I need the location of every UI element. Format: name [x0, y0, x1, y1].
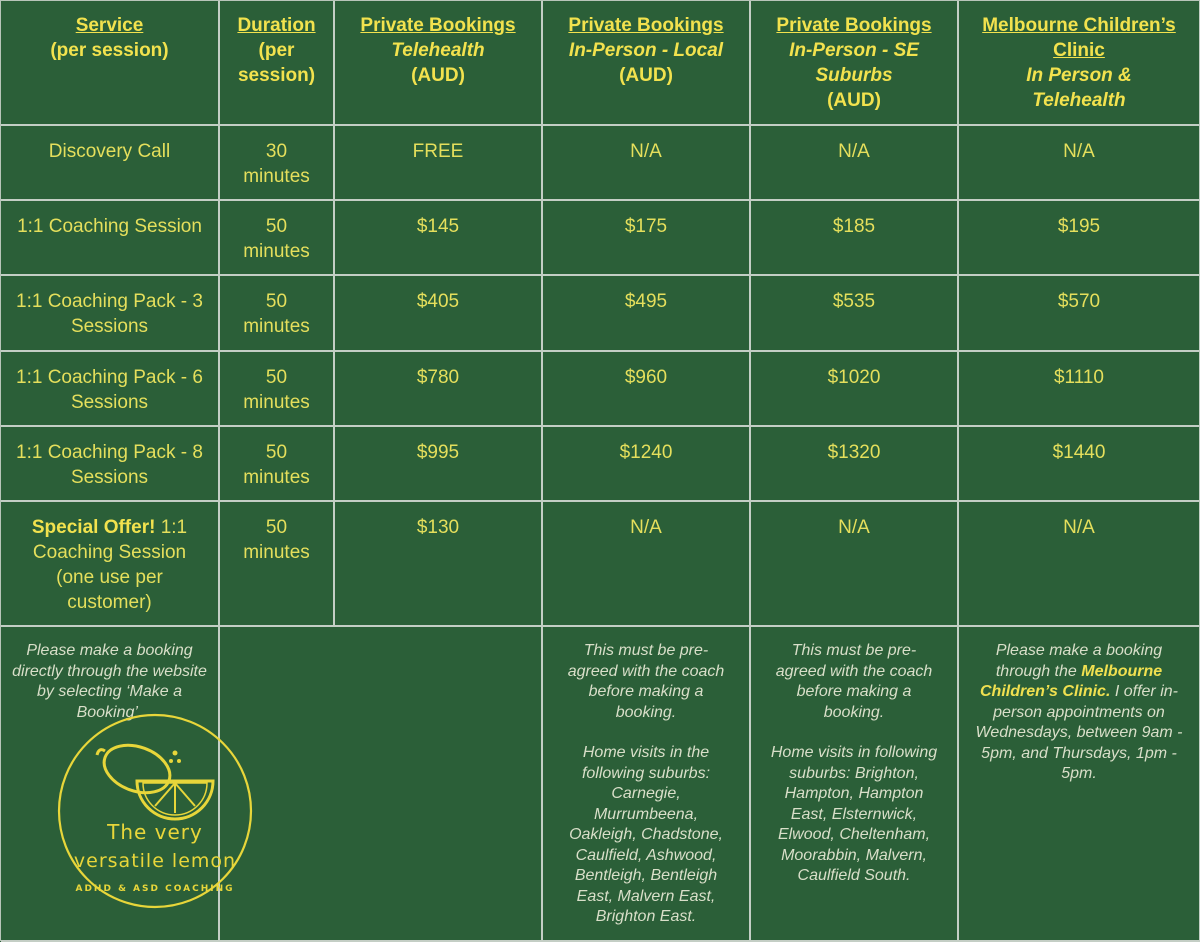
logo-line-2: versatile lemon	[73, 850, 237, 872]
header-inperson-local	[543, 1, 751, 126]
price-cell: $960	[543, 352, 751, 427]
clinic-link-text: Melbourne Children’s Clinic.	[980, 662, 1163, 700]
header-sub: (per	[258, 40, 295, 61]
header-title: Duration	[237, 15, 316, 36]
logo-line-1: The very	[107, 820, 203, 844]
price-cell: $995	[335, 427, 543, 502]
header-inperson-se	[751, 1, 959, 126]
header-sub: In-Person - SE	[789, 40, 919, 61]
notes-local	[543, 627, 751, 942]
header-telehealth	[335, 1, 543, 126]
price-cell: $1240	[543, 427, 751, 502]
price-cell: $535	[751, 276, 959, 352]
clinic-note-a: Please make a booking through the	[995, 642, 1163, 680]
se-suburbs-note: Home visits in following suburbs: Brighton, Hampton, Hampton East, Elsternwick, Elwood, Cheltenham, Moorabbin, Malvern, Caulfield South.	[770, 744, 938, 884]
header-sub: Telehealth	[391, 40, 485, 61]
duration-cell: 50 minutes	[220, 201, 335, 276]
local-pre-note: This must be pre-agreed with the coach before making a booking.	[567, 642, 725, 721]
price-cell: $495	[543, 276, 751, 352]
special-offer-label: Special Offer!	[31, 517, 156, 538]
price-cell: N/A	[751, 502, 959, 627]
price-cell: $1440	[959, 427, 1200, 502]
header-duration	[220, 1, 335, 126]
header-sub: Telehealth	[1032, 90, 1126, 111]
price-cell: N/A	[751, 126, 959, 201]
duration-cell: 50 minutes	[220, 427, 335, 502]
price-cell: $130	[335, 502, 543, 627]
local-suburbs-note: Home visits in the following suburbs: Carnegie, Murrumbeena, Oakleigh, Chadstone, Caulfield, Ashwood, Bentleigh, Bentleigh East, Malvern East, Brighton East.	[569, 744, 723, 925]
header-clinic	[959, 1, 1200, 126]
price-cell: $145	[335, 201, 543, 276]
header-sub: (AUD)	[619, 65, 673, 86]
price-cell: $1320	[751, 427, 959, 502]
header-sub: (per session)	[50, 40, 169, 61]
duration-cell: 50 minutes	[220, 352, 335, 427]
header-title: Private Bookings	[360, 15, 516, 36]
service-cell: Discovery Call	[1, 126, 220, 201]
price-cell: FREE	[335, 126, 543, 201]
notes-se	[751, 627, 959, 942]
header-title: Private Bookings	[568, 15, 724, 36]
duration-cell: 50 minutes	[220, 276, 335, 352]
duration-cell: 50 minutes	[220, 502, 335, 627]
header-title: Service	[75, 15, 144, 36]
price-cell: $405	[335, 276, 543, 352]
clinic-note-b: I offer in-person appointments on Wednesdays, between 9am - 5pm, and Thursdays, 1pm - 5pm.	[975, 683, 1183, 782]
price-cell: $175	[543, 201, 751, 276]
header-sub: (AUD)	[411, 65, 465, 86]
duration-cell: 30 minutes	[220, 126, 335, 201]
price-cell: $1020	[751, 352, 959, 427]
notes-empty	[220, 627, 543, 942]
header-title: Private Bookings	[776, 15, 932, 36]
header-sub: In Person &	[1026, 65, 1132, 86]
special-offer-text: 1:1 Coaching Session (one use per customer)	[32, 517, 188, 613]
price-cell: $195	[959, 201, 1200, 276]
price-cell: $570	[959, 276, 1200, 352]
lemon-logo-icon	[55, 711, 255, 911]
booking-note: Please make a booking directly through the website by selecting ‘Make a Booking’.	[12, 642, 207, 721]
price-cell: $185	[751, 201, 959, 276]
price-cell: N/A	[543, 126, 751, 201]
service-cell: 1:1 Coaching Pack - 8 Sessions	[1, 427, 220, 502]
service-cell: 1:1 Coaching Session	[1, 201, 220, 276]
header-title: Melbourne Children’s Clinic	[982, 15, 1176, 61]
price-cell: N/A	[959, 126, 1200, 201]
header-service	[1, 1, 220, 126]
se-pre-note: This must be pre-agreed with the coach before making a booking.	[775, 642, 933, 721]
price-cell: N/A	[959, 502, 1200, 627]
header-sub: session)	[237, 65, 316, 86]
notes-clinic	[959, 627, 1200, 942]
header-sub: Suburbs	[815, 65, 893, 86]
price-cell: $1110	[959, 352, 1200, 427]
price-cell: N/A	[543, 502, 751, 627]
price-cell: $780	[335, 352, 543, 427]
logo	[55, 711, 255, 911]
service-cell-special	[1, 502, 220, 627]
service-cell: 1:1 Coaching Pack - 6 Sessions	[1, 352, 220, 427]
service-cell: 1:1 Coaching Pack - 3 Sessions	[1, 276, 220, 352]
header-sub: (AUD)	[827, 90, 881, 111]
header-sub: In-Person - Local	[568, 40, 724, 61]
logo-tagline: ADHD & ASD COACHING	[75, 884, 235, 894]
